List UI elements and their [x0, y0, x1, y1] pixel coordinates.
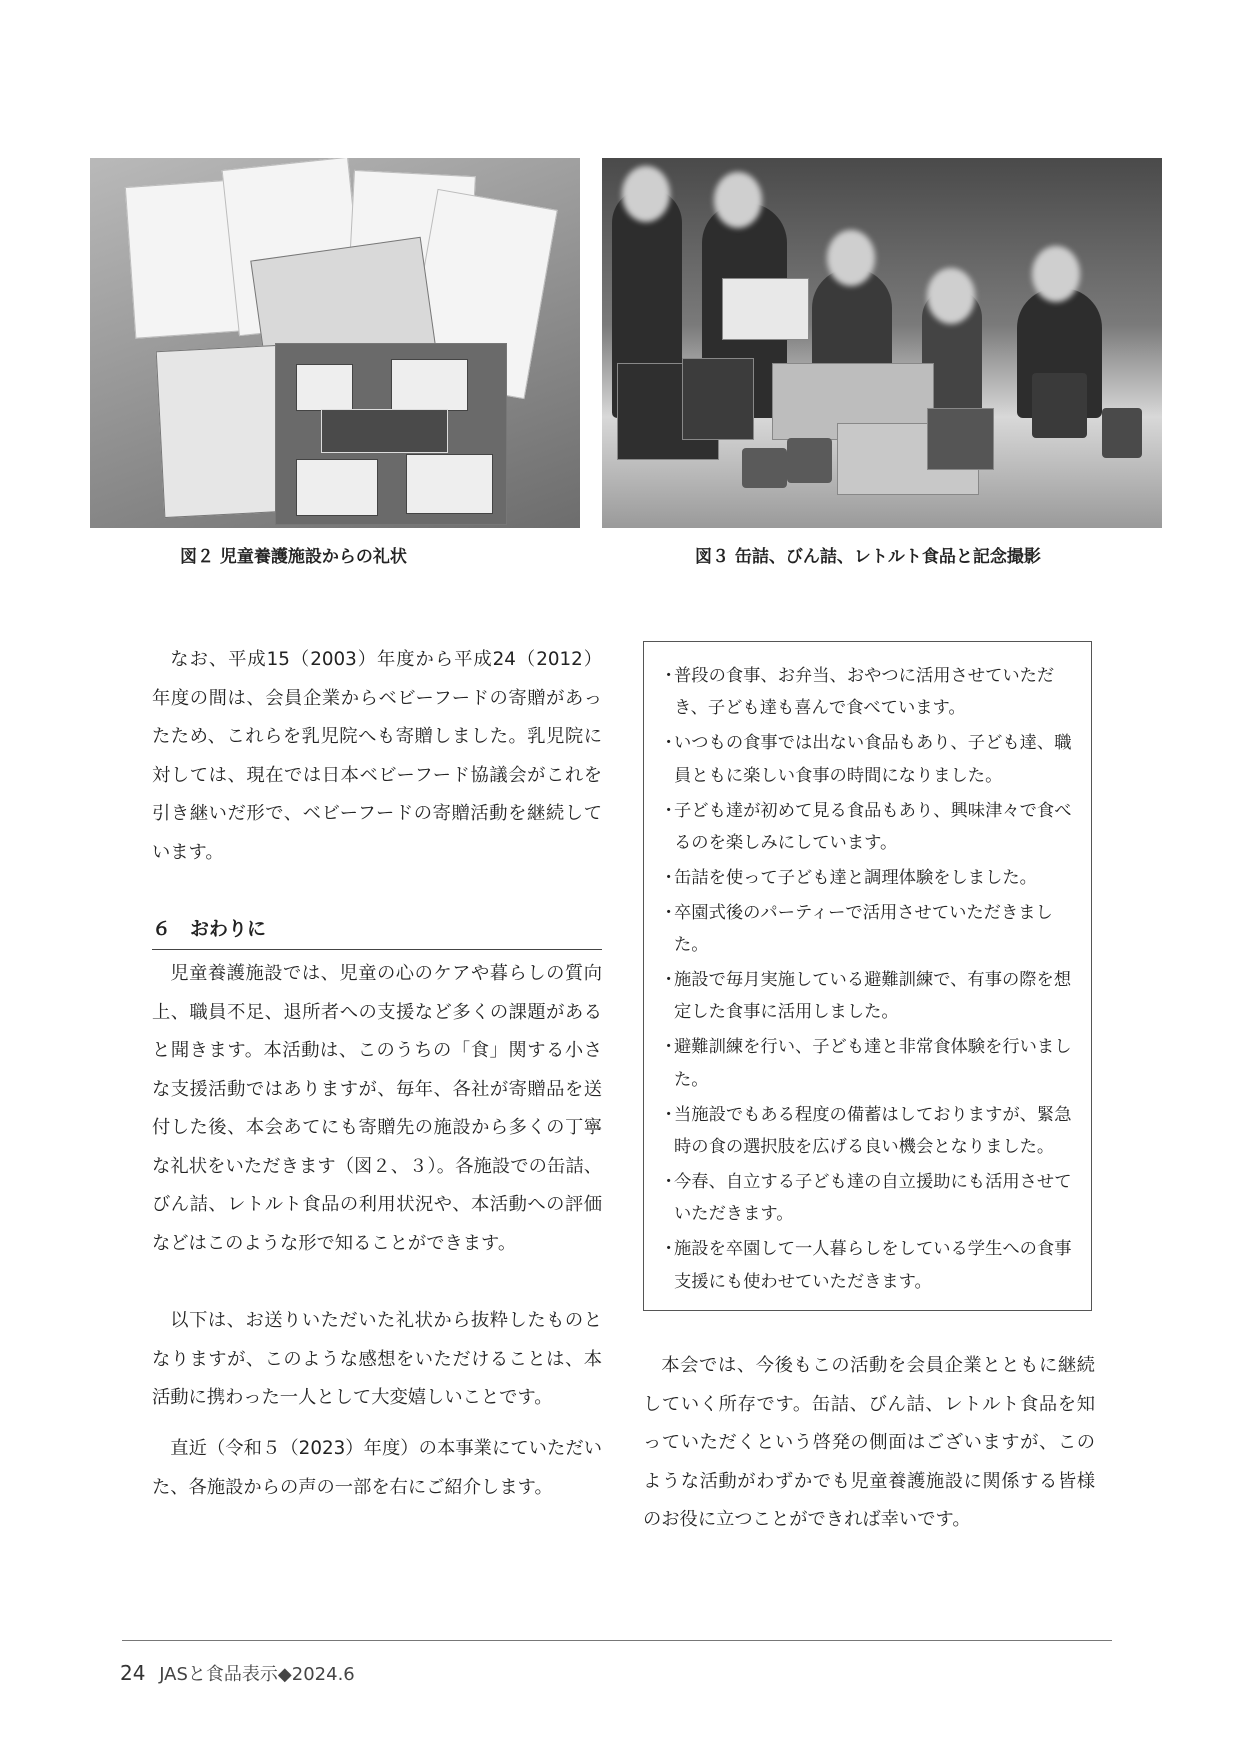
can: [787, 438, 832, 483]
quote-item: [660, 862, 1079, 894]
blurred-face: [714, 172, 762, 228]
blurred-face: [622, 166, 670, 222]
page-number: 24: [120, 1661, 146, 1685]
quote-item: [660, 897, 1079, 962]
jar: [1032, 373, 1087, 438]
bullet: ・: [660, 1171, 678, 1192]
quote-item: [660, 1233, 1079, 1298]
blurred-face: [1032, 246, 1080, 302]
retort-box: [722, 278, 809, 340]
quote-text: 普段の食事、お弁当、おやつに活用させていただき、子ども達も喜んで食べています。: [674, 666, 1055, 719]
quote-item: [660, 964, 1079, 1029]
poster-card: [275, 343, 507, 525]
bullet: ・: [660, 800, 678, 821]
quote-item: [660, 1166, 1079, 1231]
quote-text: 当施設でもある程度の備蓄はしておりますが、緊急時の食の選択肢を広げる良い機会となりました。: [674, 1104, 1072, 1157]
following-paragraph: 以下は、お送りいただいた礼状から抜粋したものとなりますが、このような感想をいただけることは、本活動に携わった一人として大変嬉しいことです。: [152, 1310, 602, 1408]
bullet: ・: [660, 666, 678, 686]
figure-2-caption: 図２ 児童養護施設からの礼状: [180, 547, 407, 567]
quote-text: 施設で毎月実施している避難訓練で、有事の際を想定した食事に活用しました。: [674, 970, 1072, 1023]
footer-rule: [122, 1640, 1112, 1641]
feedback-quote-box: [643, 641, 1092, 1311]
quote-item: [660, 727, 1079, 792]
bullet: ・: [660, 733, 678, 754]
retort-pouch: [682, 358, 754, 440]
recent-paragraph: 直近（令和５（2023）年度）の本事業にていただいた、各施設からの声の一部を右にご紹介します。: [152, 1438, 602, 1498]
section-paragraph: 児童養護施設では、児童の心のケアや暮らしの質向上、職員不足、退所者への支援など多くの課題があると聞きます。本活動は、このうちの「食」関する小さな支援活動ではありますが、毎年、各社が寄贈品を送付した後、本会あてにも寄贈先の施設から多くの丁寧な礼状をいただきます（図２、３）。各施設での缶詰、びん詰、レトルト食品の利用状況や、本活動への評価などはこのような形で知ることができます。: [152, 963, 602, 1254]
figure-2-photo: [90, 158, 580, 528]
bullet: ・: [660, 867, 678, 888]
issue-date: 2024.6: [291, 1664, 355, 1685]
quote-text: 今春、自立する子ども達の自立援助にも活用させていただきます。: [674, 1171, 1072, 1225]
quote-text: 子ども達が初めて見る食品もあり、興味津々で食べるのを楽しみにしています。: [674, 800, 1072, 853]
jar: [1102, 408, 1142, 458]
quote-text: 避難訓練を行い、子ども達と非常食体験を行いました。: [674, 1037, 1072, 1090]
closing-paragraph: 本会では、今後もこの活動を会員企業とともに継続していく所存です。缶詰、びん詰、レトルト食品を知っていただくという啓発の側面はございますが、このような活動がわずかでも児童養護施設に関係する皆様のお役に立つことができれば幸いです。: [643, 1355, 1095, 1530]
figure-3-photo: [602, 158, 1162, 528]
quote-item: [660, 795, 1079, 860]
quote-item: [660, 1031, 1079, 1096]
bullet: ・: [660, 902, 678, 923]
can: [742, 448, 787, 488]
blurred-face: [927, 268, 975, 324]
blurred-face: [827, 230, 875, 286]
intro-paragraph: なお、平成15（2003）年度から平成24（2012）年度の間は、会員企業からベビーフードの寄贈があったため、これらを乳児院へも寄贈しました。乳児院に対しては、現在では日本ベビーフード協議会がこれを引き継いだ形で、ベビーフードの寄贈活動を継続しています。: [152, 649, 602, 863]
quote-text: 缶詰を使って子ども達と調理体験をしました。: [674, 867, 1037, 888]
quote-text: 卒園式後のパーティーで活用させていただきました。: [674, 902, 1053, 956]
bullet: ・: [660, 1037, 678, 1058]
thank-you-card: [156, 345, 287, 518]
quote-item: [660, 660, 1079, 725]
quote-item: [660, 1099, 1079, 1164]
quote-text: 施設を卒園して一人暮らしをしている学生への食事支援にも使わせていただきます。: [674, 1239, 1072, 1292]
bullet: ・: [660, 1104, 678, 1125]
bullet: ・: [660, 970, 678, 991]
quote-text: いつもの食事では出ない食品もあり、子ども達、職員ともに楽しい食事の時間になりました。: [674, 733, 1072, 786]
section-heading: ６ おわりに: [152, 914, 602, 950]
figure-3-caption: 図３ 缶詰、びん詰、レトルト食品と記念撮影: [695, 547, 1041, 567]
diamond-icon: ◆: [277, 1664, 292, 1685]
publication-name: JASと食品表示: [159, 1664, 278, 1685]
food-box: [927, 408, 994, 470]
bullet: ・: [660, 1239, 678, 1260]
page-footer: [120, 1660, 355, 1686]
